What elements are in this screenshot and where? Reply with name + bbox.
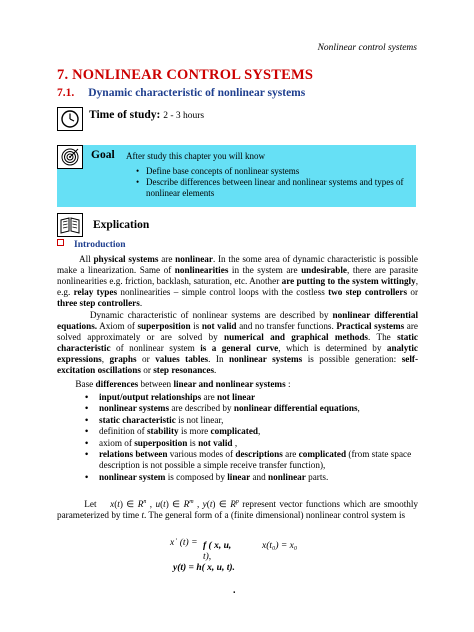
list-item: • nonlinear system is composed by linear and nonlinear parts.	[99, 472, 417, 483]
clock-icon	[57, 107, 83, 131]
section-number: 7.1.	[57, 87, 75, 99]
chapter-title: 7. NONLINEAR CONTROL SYSTEMS	[57, 67, 314, 83]
book-icon	[57, 213, 83, 237]
list-item: • static characteristic is not linear,	[99, 415, 417, 426]
introduction-heading-text: Introduction	[74, 240, 126, 250]
state-equation-rhs-cont: t),	[203, 552, 212, 562]
study-time-value: 2 - 3 hours	[163, 111, 205, 121]
paragraph-2: Dynamic characteristic of nonlinear systems are described by nonlinear differential equations. Axiom of superposition is not valid and no transfer functions. Practical systems are solved approximately or are solved by numerical and graphical methods. The static characteristic of nonlinear system is a general curve, which is determined by analytic expressions, graphs or values tables. In nonlinear systems is possible generation: self-excitation oscillations or step resonances.	[57, 310, 419, 376]
output-equation: y(t) = h( x, u, t).	[173, 563, 235, 573]
study-time	[89, 109, 204, 121]
state-equation-lhs: x˙ (t) =	[170, 538, 198, 548]
differences-list	[99, 392, 417, 483]
initial-condition: x(t₀) = x₀	[262, 541, 298, 551]
square-bullet-icon	[57, 239, 64, 246]
paragraph-1: All physical systems are nonlinear. In the some area of dynamic characteristic is possible make a linearization. Same of nonlinearities in the system are undesirable, there are parasite nonlinearities e.g. friction, backlash, saturation, etc. Another are putting to the system wittingly, e.g. relay types nonlinearities – simple control loops with the costless two step controllers or three step controllers.	[57, 254, 419, 309]
list-item: • nonlinear systems are described by nonlinear differential equations,	[99, 403, 417, 414]
list-item: • axiom of superposition is not valid ,	[99, 438, 417, 449]
list-item: • definition of stability is more complicated,	[99, 426, 417, 437]
explication-label: Explication	[93, 219, 150, 231]
differences-intro: Base differences between linear and nonlinear systems :	[75, 379, 291, 389]
goal-label: Goal	[91, 149, 115, 161]
paragraph-let: Let x(t) ∈ $R^n$ , u(t) ∈ $R^m$ , y(t) ∈ $R^p$ represent vector functions which are smoothly parameterized by time t. The general form of a (finite dimensional) nonlinear control system is	[57, 499, 419, 521]
list-item: • input/output relationships are not linear	[99, 392, 417, 403]
goal-intro: After study this chapter you will know	[126, 151, 265, 161]
study-time-label: Time of study:	[89, 109, 161, 121]
state-equation-rhs: f ( x, u,	[203, 541, 232, 551]
page-mark: .	[233, 585, 236, 596]
target-icon	[57, 145, 83, 169]
section-title	[57, 87, 305, 99]
section-title-text: Dynamic characteristic of nonlinear systems	[88, 87, 306, 99]
list-item: • relations between various modes of descriptions are complicated (from state space description is not possible a simple receive transfer function),	[99, 449, 417, 472]
goal-item: • Define base concepts of nonlinear systems	[146, 166, 411, 177]
goal-list	[146, 166, 411, 199]
goal-item: • Describe differences between linear and nonlinear systems and types of nonlinear elements	[146, 177, 411, 199]
running-header: Nonlinear control systems	[317, 43, 417, 53]
introduction-heading	[57, 239, 126, 250]
